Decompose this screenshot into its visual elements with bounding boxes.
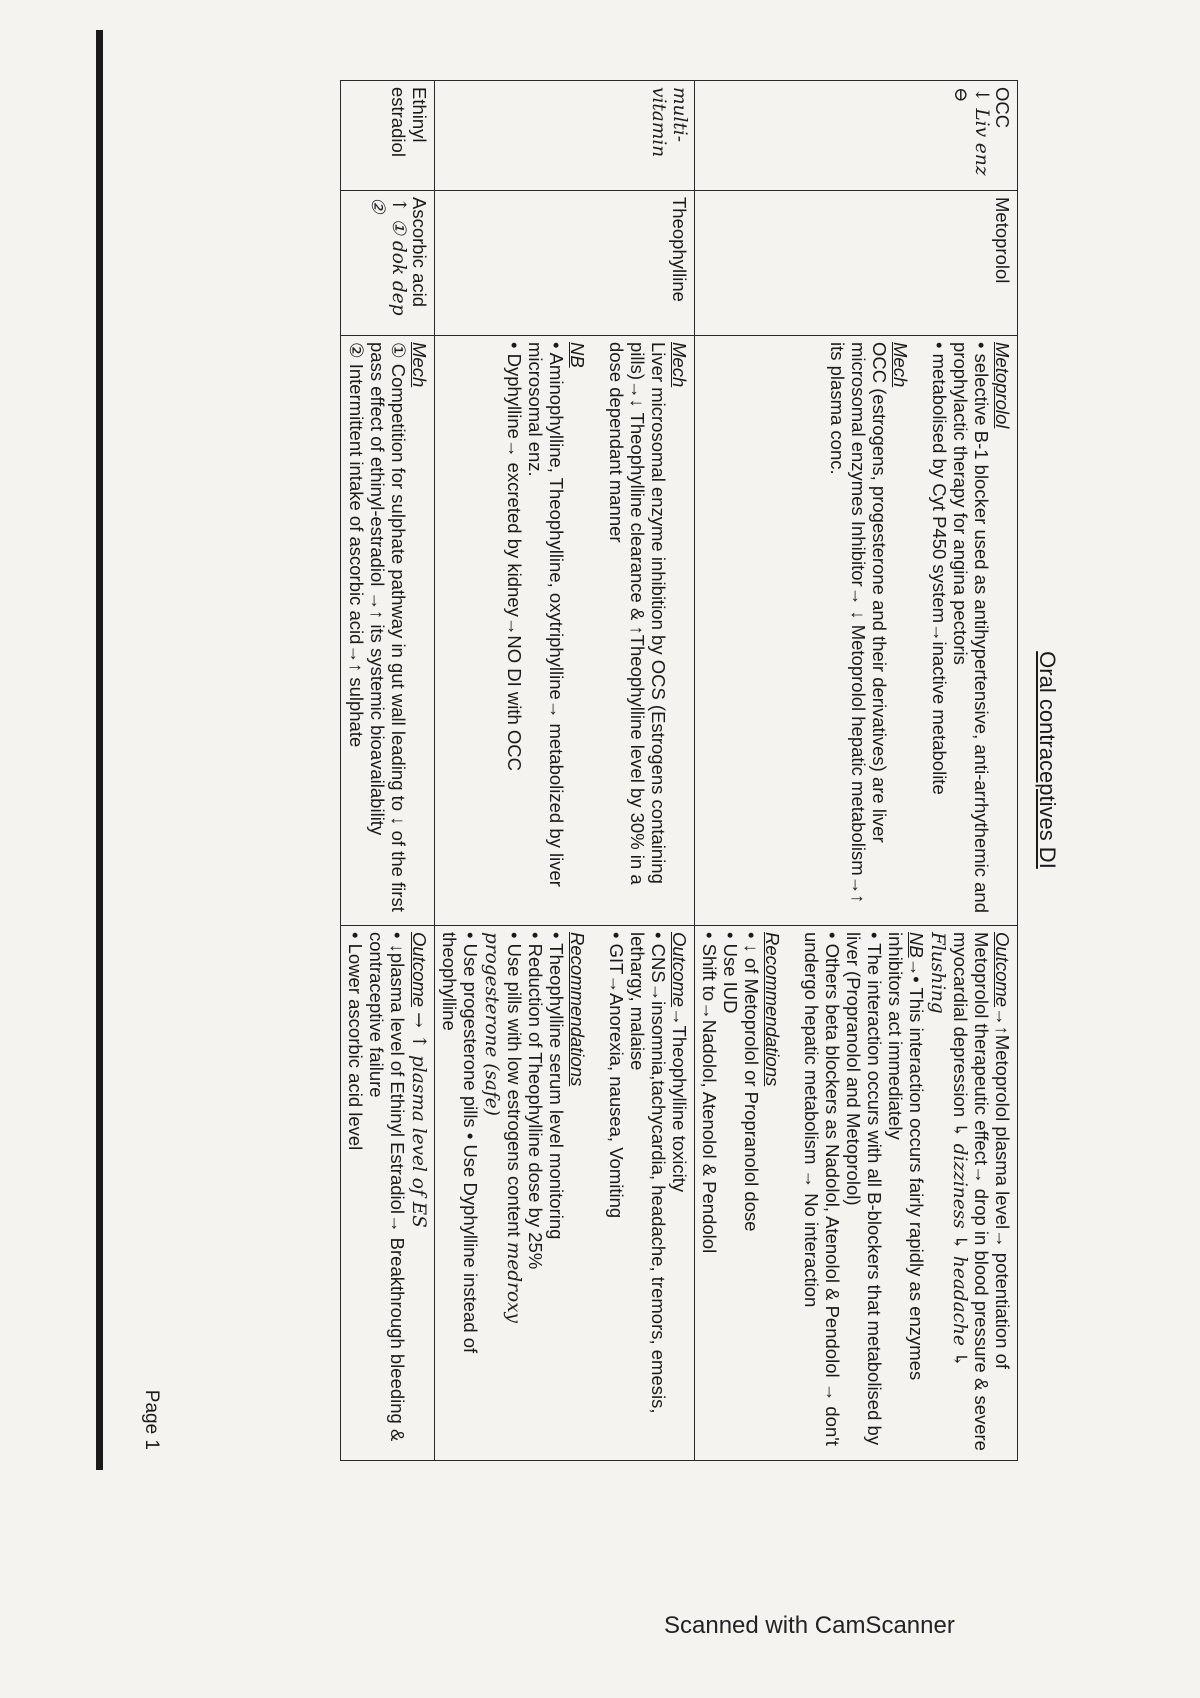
scanner-watermark: Scanned with CamScanner (664, 1612, 955, 1639)
handwritten-note: ↳ dizziness ↳ headache ↳ Flushing (927, 932, 970, 1368)
handwritten-note: ↑ ① dok dep ② (367, 197, 409, 316)
table-row (695, 81, 1018, 1461)
handwritten-note: → ↑ plasma level of ES (408, 1012, 429, 1228)
outcome-cell: Outcome→↑Metoprolol plasma level→ potentiation of Metoprolol therapeutic effect→ drop in blood pressure & severe myocardial depression ↳ dizziness ↳ headache ↳ Flushing NB→• This interaction occurs fairly rapidly as enzymes inhibitors act immediately • The interaction occurs with all B-blockers that metabolised by liver (Propranolol and Metoprolol) • Others beta blockers as Nadolol, Atenolol & Pendolol → don't undergo hepatic metabolism → No interaction Recommendations • ↓ of Metoprolol or Propranolol dose • Use IUD • Shift to→Nadolol, Atenolol & Pendolol (695, 926, 1018, 1461)
mechanism-cell: Mech ① Competition for sulphate pathway in gut wall leading to ↓ of the first pass effect of ethinyl-estradiol →↑ its systemic bioavailability ② Intermittent intake of ascorbic acid→↑ sulphate (341, 336, 435, 926)
scan-edge (96, 30, 103, 1470)
interacting-drug-cell: Ascorbic acid ↑ ① dok dep ② (341, 191, 435, 336)
outcome-cell: Outcome → ↑ plasma level of ES • ↓plasma level of Ethinyl Estradiol→ Breakthrough bleeding & contraceptive failure • Lower ascorbic acid level (341, 926, 435, 1461)
interacting-drug-cell: Theophylline (435, 191, 695, 336)
handwritten-note: ↓ Liv enz ⊖ (950, 87, 992, 176)
drug-cell (435, 81, 695, 191)
table-row (341, 81, 435, 1461)
drug-cell: Ethinyl estradiol (341, 81, 435, 191)
rotated-page (140, 40, 1060, 1480)
page-title: Oral contraceptives DI (1035, 651, 1060, 869)
page-number: Page 1 (141, 1389, 162, 1450)
interacting-drug-cell: Metoprolol (695, 191, 1018, 336)
mechanism-cell: Metoprolol • selective B-1 blocker used as antihypertensive, anti-arrhythemic and prophylactic therapy for angina pectoris • metabolised by Cyt P450 system→inactive metabolite Mech OCC (estrogens, progesterone and their derivatives) are liver microsomal enzymes Inhibitor→ ↓ Metoprolol hepatic metabolism→↑ its plasma conc. (695, 336, 1018, 926)
handwritten-note: medroxy progesterone (safe) (481, 932, 524, 1324)
mechanism-cell: Mech Liver microsomal enzyme inhibition by OCS (Estrogens containing pills)→↓ Theophylline clearance & ↑Theophylline level by 30% in a dose dependant manner NB • Aminophylline, Theophylline, oxytriphylline→ metabolized by liver microsomal enz. • Dyphylline→ excreted by kidney→NO DI with OCC (435, 336, 695, 926)
drug-interaction-table (340, 80, 1018, 1461)
table-row (435, 81, 695, 1461)
handwritten-note: multi-vitamin (648, 87, 690, 158)
drug-cell: OCC ↓ Liv enz ⊖ (695, 81, 1018, 191)
outcome-cell: Outcome→Theophylline toxicity • CNS→insomnia,tachycardia, headache, tremors, emesis, lethargy, malaise • GIT→Anorexia, nausea, Vomiting Recommendations • Theophylline serum level monitoring • Reduction of Theophylline dose by 25% • Use pills with low estrogens content medroxy progesterone (safe) • Use progesterone pills • Use Dyphylline instead of theophylline (435, 926, 695, 1461)
